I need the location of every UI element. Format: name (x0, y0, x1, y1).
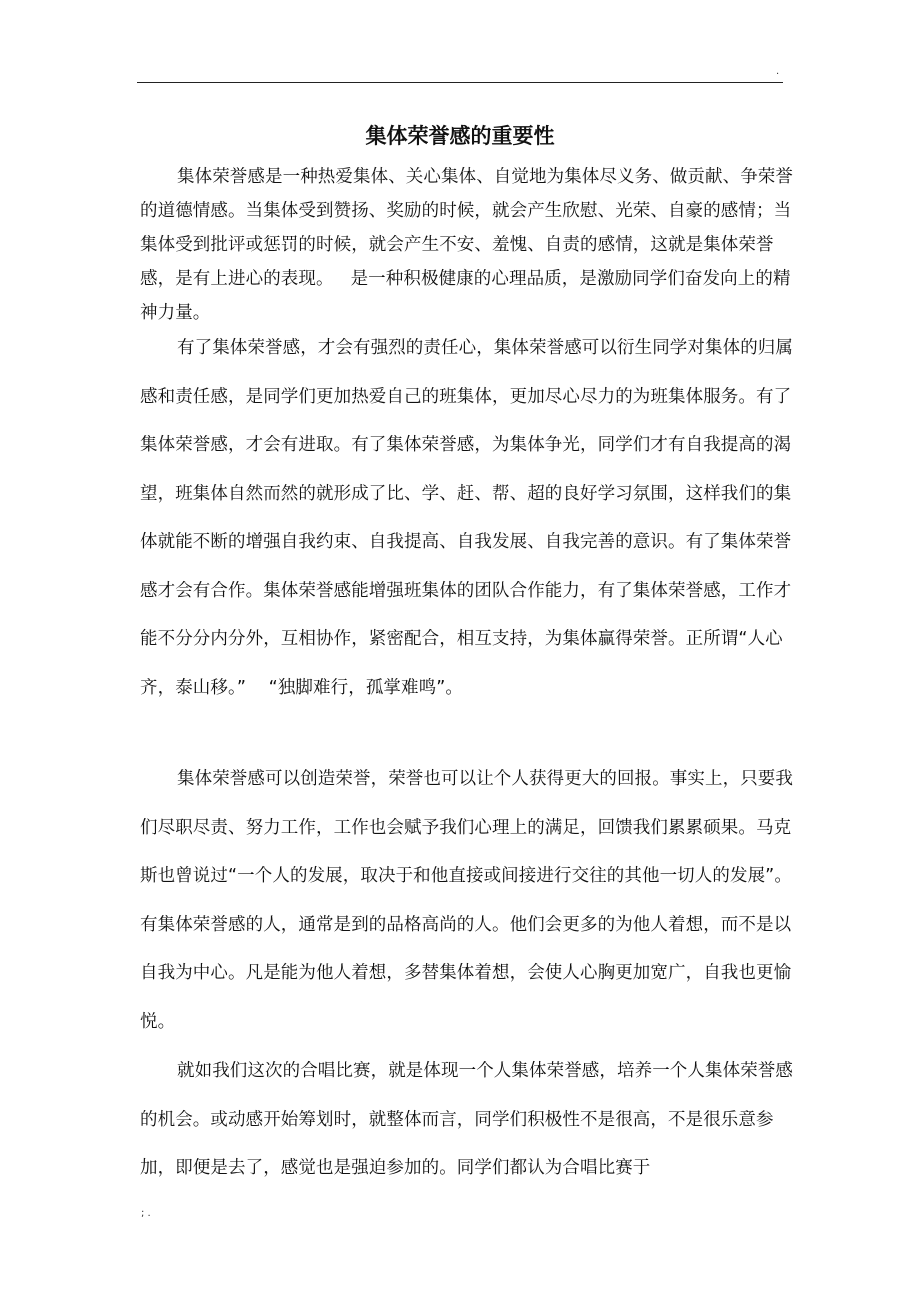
paragraph-4: 就如我们这次的合唱比赛，就是体现一个人集体荣誉感，培养一个人集体荣誉感的机会。或动感开始筹划时，就整体而言，同学们积极性不是很高，不是很乐意参加，即便是去了，感觉也是强迫参加的。同学们都认为合唱比赛于 (140, 1061, 793, 1178)
header-rule (137, 82, 783, 83)
paragraph-1: 集体荣誉感是一种热爱集体、关心集体、自觉地为集体尽义务、做贡献、争荣誉的道德情感。当集体受到赞扬、奖励的时候，就会产生欣慰、光荣、自豪的感情；当集体受到批评或惩罚的时候，就会产生不安、羞愧、自责的感情，这就是集体荣誉感，是有上进心的表现。 是一种积极健康的心理品质，是激励同学们奋发向上的精神力量。 (140, 167, 793, 323)
header-mark: . (776, 66, 780, 77)
paragraph-2: 有了集体荣誉感，才会有强烈的责任心，集体荣誉感可以衍生同学对集体的归属感和责任感，是同学们更加热爱自己的班集体，更加尽心尽力的为班集体服务。有了集体荣誉感，才会有进取。有了集体荣誉感，为集体争光，同学们才有自我提高的渴望，班集体自然而然的就形成了比、学、赶、帮、超的良好学习氛围，这样我们的集体就能不断的增强自我约束、自我提高、自我发展、自我完善的意识。有了集体荣誉感才会有合作。集体荣誉感能增强班集体的团队合作能力，有了集体荣誉感，工作才能不分分内分外，互相协作，紧密配合，相互支持，为集体赢得荣誉。正所谓“人心齐，泰山移。” “独脚难行，孤掌难鸣”。 (140, 338, 793, 698)
document-title: 集体荣誉感的重要性 (365, 124, 555, 148)
paragraph-3: 集体荣誉感可以创造荣誉，荣誉也可以让个人获得更大的回报。事实上，只要我们尽职尽责、努力工作，工作也会赋予我们心理上的满足，回馈我们累累硕果。马克斯也曾说过“一个人的发展，取决于和他直接或间接进行交往的其他一切人的发展”。有集体荣誉感的人，通常是到的品格高尚的人。他们会更多的为他人着想，而不是以自我为中心。凡是能为他人着想，多替集体着想，会使人心胸更加宽广，自我也更愉悦。 (140, 769, 793, 1032)
footer-mark: ; . (141, 1208, 151, 1219)
